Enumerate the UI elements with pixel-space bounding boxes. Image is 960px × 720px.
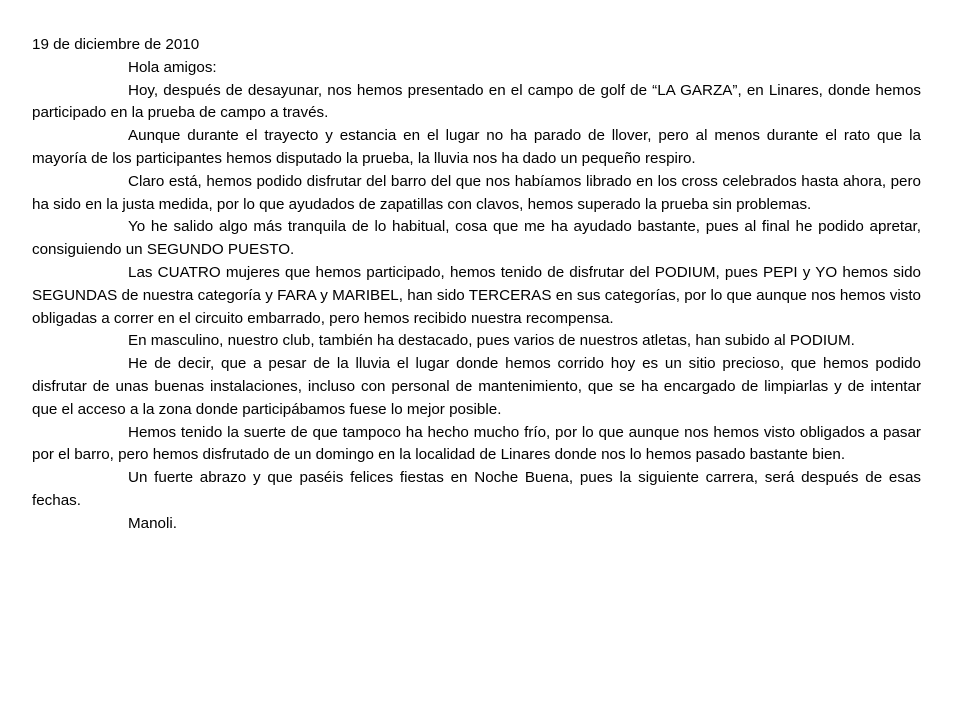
paragraph-4: Yo he salido algo más tranquila de lo habitual, cosa que me ha ayudado bastante, pues al final he podido apretar, consiguiendo un SEGUNDO PUESTO. [32, 218, 921, 259]
letter-body [32, 34, 921, 536]
paragraph-1: Hoy, después de desayunar, nos hemos presentado en el campo de golf de “LA GARZA”, en Linares, donde hemos participado en la prueba de campo a través. [32, 81, 921, 122]
paragraph-6: En masculino, nuestro club, también ha destacado, pues varios de nuestros atletas, han subido al PODIUM. [128, 332, 855, 350]
paragraph-5: Las CUATRO mujeres que hemos participado, hemos tenido de disfrutar del PODIUM, pues PEPI y YO hemos sido SEGUNDAS de nuestra categoría y FARA y MARIBEL, han sido TERCERAS en sus categorías, por lo que aunque nos hemos visto obligadas a correr en el circuito embarrado, pero hemos recibido nuestra recompensa. [32, 263, 921, 327]
paragraph-7: He de decir, que a pesar de la lluvia el lugar donde hemos corrido hoy es un sitio precioso, que hemos podido disfrutar de unas buenas instalaciones, incluso con personal de mantenimiento, que se ha encargado de limpiarlas y de intentar que el acceso a la zona donde participábamos fuese lo mejor posible. [32, 355, 921, 418]
letter-greeting: Hola amigos: [128, 58, 217, 76]
paragraph-3: Claro está, hemos podido disfrutar del barro del que nos habíamos librado en los cross celebrados hasta ahora, pero ha sido en la justa medida, por lo que ayudados de zapatillas con clavos, hemos superado la prueba sin problemas. [32, 172, 921, 213]
letter-date: 19 de diciembre de 2010 [32, 36, 200, 53]
paragraph-9: Un fuerte abrazo y que paséis felices fiestas en Noche Buena, pues la siguiente carrera, será después de esas fechas. [32, 469, 921, 509]
paragraph-8: Hemos tenido la suerte de que tampoco ha hecho mucho frío, por lo que aunque nos hemos visto obligados a pasar por el barro, pero hemos disfrutado de un domingo en la localidad de Linares donde nos lo hemos pasado bastante bien. [32, 423, 921, 464]
letter-signature: Manoli. [128, 514, 177, 532]
paragraph-2: Aunque durante el trayecto y estancia en el lugar no ha parado de llover, pero al menos durante el rato que la mayoría de los participantes hemos disputado la prueba, la lluvia nos ha dado un pequeño respiro. [32, 127, 921, 167]
